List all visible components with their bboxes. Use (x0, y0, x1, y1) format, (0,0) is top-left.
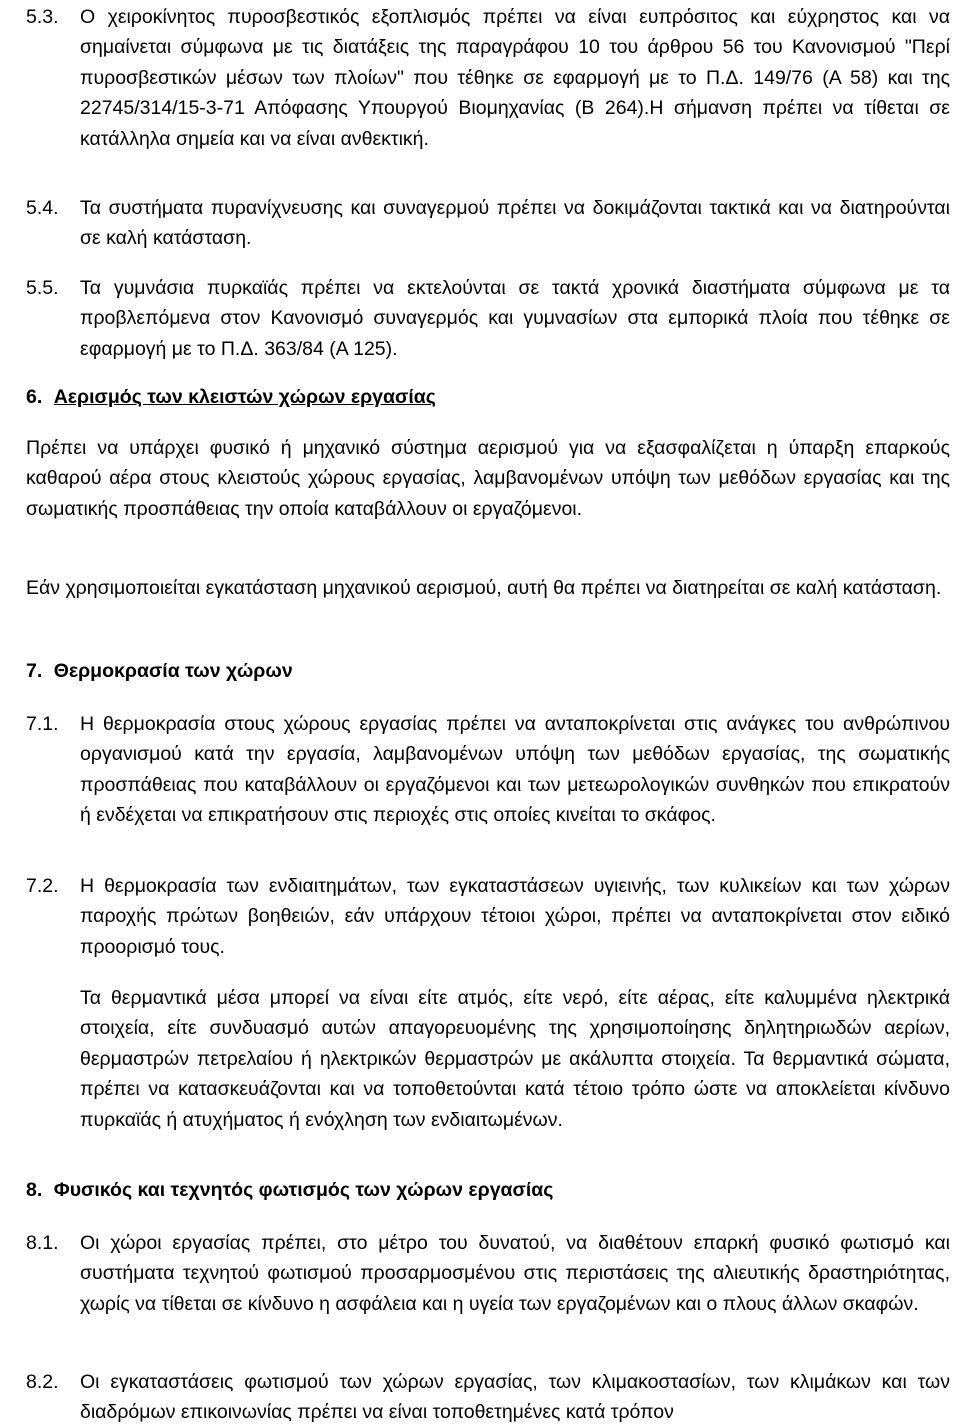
heading-number: 8. (26, 1179, 43, 1201)
paragraph-6-1: Πρέπει να υπάρχει φυσικό ή μηχανικό σύστημα αερισμού για να εξασφαλίζεται η ύπαρξη επαρκούς καθαρού αέρα στους κλειστούς χώρους εργασίας, λαμβανομένων υπόψη των μεθόδων εργασίας και της σωματικής προσπάθειας την οποία καταβάλλουν οι εργαζόμενοι. (26, 437, 950, 520)
section-text: Η θερμοκρασία στους χώρους εργασίας πρέπει να ανταποκρίνεται στις ανάγκες του ανθρώπινου οργανισμού κατά την εργασία, λαμβανομένων υπόψη των μεθόδων εργασίας, της σωματικής προσπάθειας που καταβάλλουν οι εργαζόμενοι και των μετεωρολογικών συνθηκών που επικρατούν ή ενδέχεται να επικρατήσουν στις περιοχές στις οποίες κινείται το σκάφος. (80, 713, 950, 827)
section-5-4 (0, 193, 950, 254)
section-text: Ο χειροκίνητος πυροσβεστικός εξοπλισμός πρέπει να είναι ευπρόσιτος και εύχρηστος και να σημαίνεται σύμφωνα με τις διατάξεις της παραγράφου 10 του άρθρου 56 του Κανονισμού "Περί πυροσβεστικών μέσων των πλοίων" που τέθηκε σε εφαρμογή με το Π.Δ. 149/76 (Α 58) και της 22745/314/15-3-71 Απόφασης Υπουργού Βιομηχανίας (Β 264).Η σήμανση πρέπει να τίθεται σε κατάλληλα σημεία και να είναι ανθεκτική. (80, 6, 950, 150)
section-7-1 (0, 709, 950, 831)
section-text: Τα γυμνάσια πυρκαϊάς πρέπει να εκτελούνται σε τακτά χρονικά διαστήματα σύμφωνα με τα προβλεπόμενα στον Κανονισμό συναγερμός και γυμνασίων στα εμπορικά πλοία που τέθηκε σε εφαρμογή με το Π.Δ. 363/84 (Α 125). (80, 277, 950, 360)
heading-title: Φυσικός και τεχνητός φωτισμός των χώρων εργασίας (53, 1179, 554, 1201)
section-text: Οι χώροι εργασίας πρέπει, στο μέτρο του δυνατού, να διαθέτουν επαρκή φυσικό φωτισμό και συστήματα τεχνητού φωτισμού προσαρμοσμένου στις περιστάσεις της αλιευτικής δραστηριότητας, χωρίς να τίθεται σε κίνδυνο η ασφάλεια και η υγεία των εργαζομένων και ο πλους άλλων σκαφών. (80, 1232, 950, 1315)
section-number: 5.3. (26, 6, 59, 28)
section-text: Οι εγκαταστάσεις φωτισμού των χώρων εργασίας, των κλιμακοστασίων, των κλιμάκων και των διαδρόμων επικοινωνίας πρέπει να είναι τοποθετημένες κατά τρόπον (80, 1371, 950, 1424)
heading-title: Αερισμός των κλειστών χώρων εργασίας (53, 386, 436, 408)
section-number: 5.4. (26, 197, 59, 219)
heading-title: Θερμοκρασία των χώρων (53, 660, 293, 682)
paragraph-7-2-heating: Τα θερμαντικά μέσα μπορεί να είναι είτε ατμός, είτε νερό, είτε αέρας, είτε καλυμμένα ηλεκτρικά στοιχεία, είτε συνδυασμό αυτών απαγορευομένης της χρησιμοποίησης δηλητηριωδών αερίων, θερμαστρών πετρελαίου ή ηλεκτρικών θερμαστρών με ακάλυπτα στοιχεία. Τα θερμαντικά σώματα, πρέπει να κατασκευάζονται και να τοποθετούνται κατά τέτοιο τρόπο ώστε να αποκλείεται κίνδυνο πυρκαϊάς ή ατυχήματος ή ενόχληση των ενδιαιτωμένων. (80, 987, 950, 1131)
section-5-5 (0, 273, 950, 364)
section-number: 8.2. (26, 1371, 59, 1393)
section-number: 7.2. (26, 875, 59, 897)
heading-number: 6. (26, 386, 43, 408)
section-number: 8.1. (26, 1232, 59, 1254)
section-number: 5.5. (26, 277, 59, 299)
section-text: Τα συστήματα πυρανίχνευσης και συναγερμού πρέπει να δοκιμάζονται τακτικά και να διατηρούνται σε καλή κατάσταση. (80, 197, 950, 250)
heading-section-8 (26, 1175, 950, 1205)
heading-section-6 (26, 382, 950, 412)
section-5-3 (0, 2, 950, 154)
section-text: Η θερμοκρασία των ενδιαιτημάτων, των εγκαταστάσεων υγιεινής, των κυλικείων και των χώρων παροχής πρώτων βοηθειών, εάν υπάρχουν τέτοιοι χώροι, πρέπει να ανταποκρίνεται στον ειδικό προορισμό τους. (80, 875, 950, 958)
section-8-1 (0, 1228, 950, 1319)
section-8-2 (0, 1367, 950, 1428)
paragraph-6-2: Εάν χρησιμοποιείται εγκατάσταση μηχανικού αερισμού, αυτή θα πρέπει να διατηρείται σε καλή κατάσταση. (26, 577, 942, 599)
section-7-2 (0, 871, 950, 962)
section-number: 7.1. (26, 713, 59, 735)
heading-number: 7. (26, 660, 43, 682)
heading-section-7 (26, 656, 950, 686)
